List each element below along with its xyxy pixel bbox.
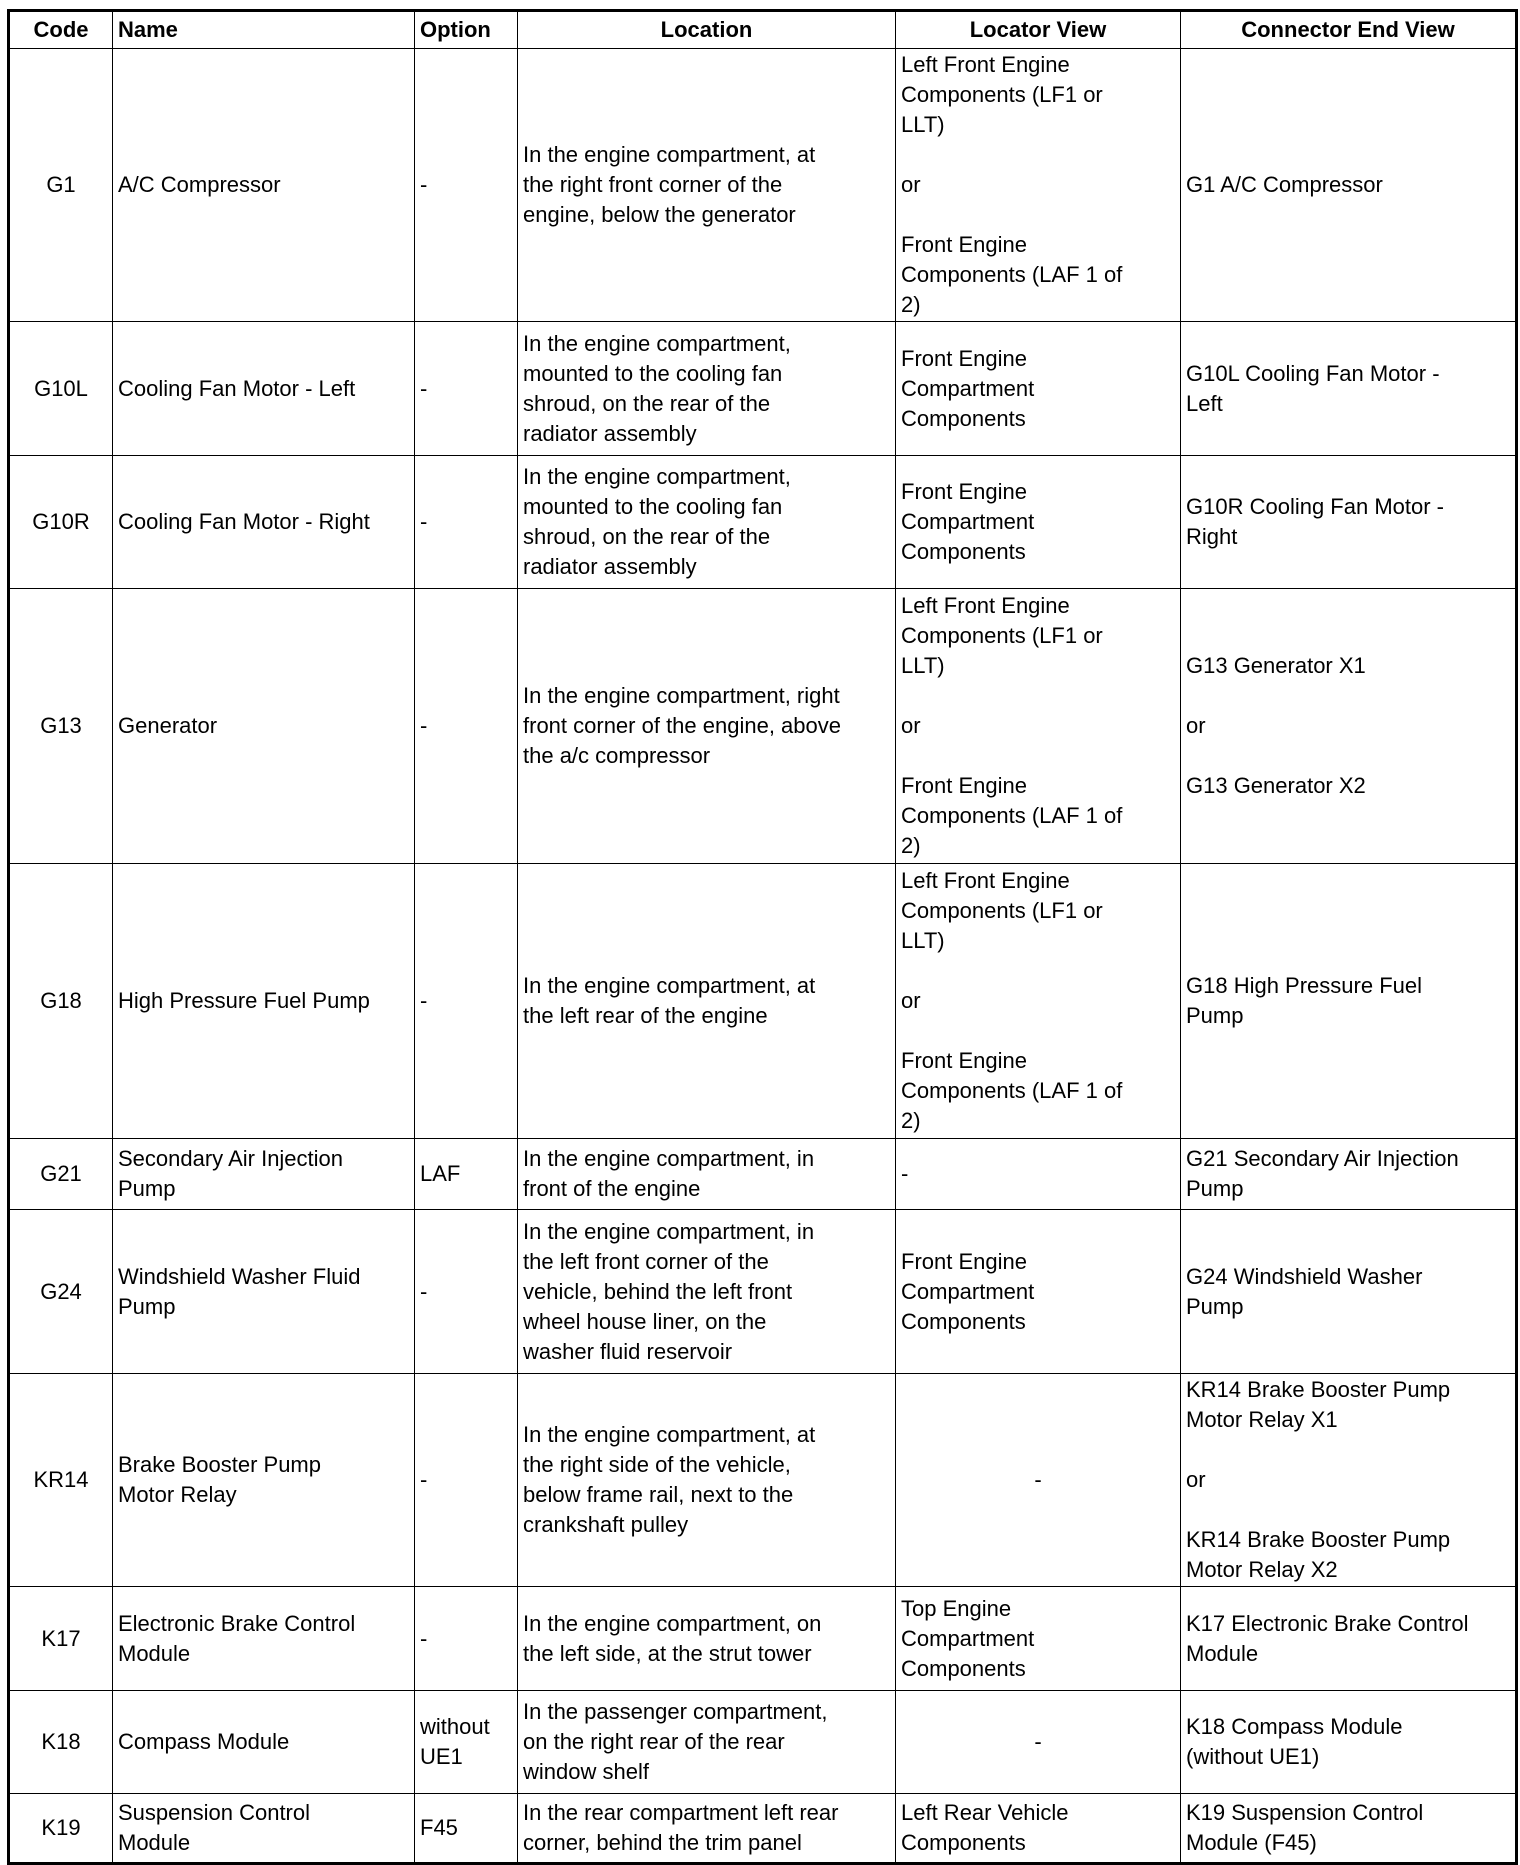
cell-name: A/C Compressor bbox=[113, 49, 415, 322]
cell-option: F45 bbox=[415, 1794, 518, 1864]
cell-code: G21 bbox=[9, 1139, 113, 1210]
cell-option: - bbox=[415, 49, 518, 322]
table-row bbox=[9, 1587, 1517, 1691]
cell-connector-end-view: KR14 Brake Booster Pump Motor Relay X1 or KR14 Brake Booster Pump Motor Relay X2 bbox=[1181, 1374, 1517, 1587]
cell-connector-end-view: G1 A/C Compressor bbox=[1181, 49, 1517, 322]
header-name: Name bbox=[113, 11, 415, 49]
cell-location: In the engine compartment, mounted to the cooling fan shroud, on the rear of the radiator assembly bbox=[518, 322, 896, 456]
cell-locator-view: Left Front Engine Components (LF1 or LLT) or Front Engine Components (LAF 1 of 2) bbox=[896, 49, 1181, 322]
cell-option: - bbox=[415, 864, 518, 1139]
header-connector-end-view: Connector End View bbox=[1181, 11, 1517, 49]
table-row bbox=[9, 589, 1517, 864]
cell-code: G24 bbox=[9, 1210, 113, 1374]
cell-locator-view: Left Front Engine Components (LF1 or LLT) or Front Engine Components (LAF 1 of 2) bbox=[896, 864, 1181, 1139]
table-row bbox=[9, 1210, 1517, 1374]
cell-location: In the engine compartment, in the left front corner of the vehicle, behind the left front wheel house liner, on the washer fluid reservoir bbox=[518, 1210, 896, 1374]
cell-option: without UE1 bbox=[415, 1691, 518, 1794]
cell-location: In the engine compartment, at the left rear of the engine bbox=[518, 864, 896, 1139]
cell-name: Secondary Air Injection Pump bbox=[113, 1139, 415, 1210]
table-row bbox=[9, 1374, 1517, 1587]
cell-name: Windshield Washer Fluid Pump bbox=[113, 1210, 415, 1374]
component-locator-table bbox=[7, 9, 1518, 1865]
cell-location: In the engine compartment, mounted to the cooling fan shroud, on the rear of the radiator assembly bbox=[518, 456, 896, 589]
cell-option: - bbox=[415, 1374, 518, 1587]
cell-code: G18 bbox=[9, 864, 113, 1139]
cell-locator-view: Front Engine Compartment Components bbox=[896, 456, 1181, 589]
header-location: Location bbox=[518, 11, 896, 49]
cell-option: - bbox=[415, 1210, 518, 1374]
cell-name: Brake Booster Pump Motor Relay bbox=[113, 1374, 415, 1587]
cell-locator-view: Top Engine Compartment Components bbox=[896, 1587, 1181, 1691]
cell-name: Electronic Brake Control Module bbox=[113, 1587, 415, 1691]
cell-location: In the engine compartment, right front corner of the engine, above the a/c compressor bbox=[518, 589, 896, 864]
table-row bbox=[9, 456, 1517, 589]
cell-location: In the engine compartment, at the right side of the vehicle, below frame rail, next to the crankshaft pulley bbox=[518, 1374, 896, 1587]
cell-code: G10R bbox=[9, 456, 113, 589]
header-row bbox=[9, 11, 1517, 49]
cell-location: In the rear compartment left rear corner, behind the trim panel bbox=[518, 1794, 896, 1864]
cell-locator-view: - bbox=[896, 1139, 1181, 1210]
cell-locator-view: Left Front Engine Components (LF1 or LLT) or Front Engine Components (LAF 1 of 2) bbox=[896, 589, 1181, 864]
cell-name: Compass Module bbox=[113, 1691, 415, 1794]
cell-locator-view: - bbox=[896, 1691, 1181, 1794]
cell-name: Cooling Fan Motor - Left bbox=[113, 322, 415, 456]
cell-option: - bbox=[415, 589, 518, 864]
cell-code: KR14 bbox=[9, 1374, 113, 1587]
cell-connector-end-view: G24 Windshield Washer Pump bbox=[1181, 1210, 1517, 1374]
cell-code: K18 bbox=[9, 1691, 113, 1794]
cell-name: Suspension Control Module bbox=[113, 1794, 415, 1864]
cell-location: In the engine compartment, on the left side, at the strut tower bbox=[518, 1587, 896, 1691]
cell-connector-end-view: G21 Secondary Air Injection Pump bbox=[1181, 1139, 1517, 1210]
cell-code: G1 bbox=[9, 49, 113, 322]
cell-connector-end-view: K18 Compass Module (without UE1) bbox=[1181, 1691, 1517, 1794]
cell-locator-view: Left Rear Vehicle Components bbox=[896, 1794, 1181, 1864]
cell-connector-end-view: G10L Cooling Fan Motor - Left bbox=[1181, 322, 1517, 456]
cell-option: - bbox=[415, 456, 518, 589]
cell-locator-view: Front Engine Compartment Components bbox=[896, 322, 1181, 456]
cell-name: High Pressure Fuel Pump bbox=[113, 864, 415, 1139]
cell-location: In the passenger compartment, on the right rear of the rear window shelf bbox=[518, 1691, 896, 1794]
table-row bbox=[9, 1691, 1517, 1794]
cell-option: - bbox=[415, 322, 518, 456]
cell-name: Cooling Fan Motor - Right bbox=[113, 456, 415, 589]
cell-locator-view: - bbox=[896, 1374, 1181, 1587]
cell-code: G10L bbox=[9, 322, 113, 456]
cell-connector-end-view: K19 Suspension Control Module (F45) bbox=[1181, 1794, 1517, 1864]
table-row bbox=[9, 322, 1517, 456]
table-row bbox=[9, 864, 1517, 1139]
cell-code: K19 bbox=[9, 1794, 113, 1864]
table-row bbox=[9, 49, 1517, 322]
cell-option: - bbox=[415, 1587, 518, 1691]
header-code: Code bbox=[9, 11, 113, 49]
header-locator-view: Locator View bbox=[896, 11, 1181, 49]
cell-option: LAF bbox=[415, 1139, 518, 1210]
table-row bbox=[9, 1139, 1517, 1210]
cell-connector-end-view: G10R Cooling Fan Motor - Right bbox=[1181, 456, 1517, 589]
table-row bbox=[9, 1794, 1517, 1864]
cell-name: Generator bbox=[113, 589, 415, 864]
cell-code: G13 bbox=[9, 589, 113, 864]
header-option: Option bbox=[415, 11, 518, 49]
cell-location: In the engine compartment, at the right front corner of the engine, below the generator bbox=[518, 49, 896, 322]
cell-location: In the engine compartment, in front of the engine bbox=[518, 1139, 896, 1210]
cell-connector-end-view: G18 High Pressure Fuel Pump bbox=[1181, 864, 1517, 1139]
cell-locator-view: Front Engine Compartment Components bbox=[896, 1210, 1181, 1374]
cell-connector-end-view: G13 Generator X1 or G13 Generator X2 bbox=[1181, 589, 1517, 864]
cell-connector-end-view: K17 Electronic Brake Control Module bbox=[1181, 1587, 1517, 1691]
cell-code: K17 bbox=[9, 1587, 113, 1691]
